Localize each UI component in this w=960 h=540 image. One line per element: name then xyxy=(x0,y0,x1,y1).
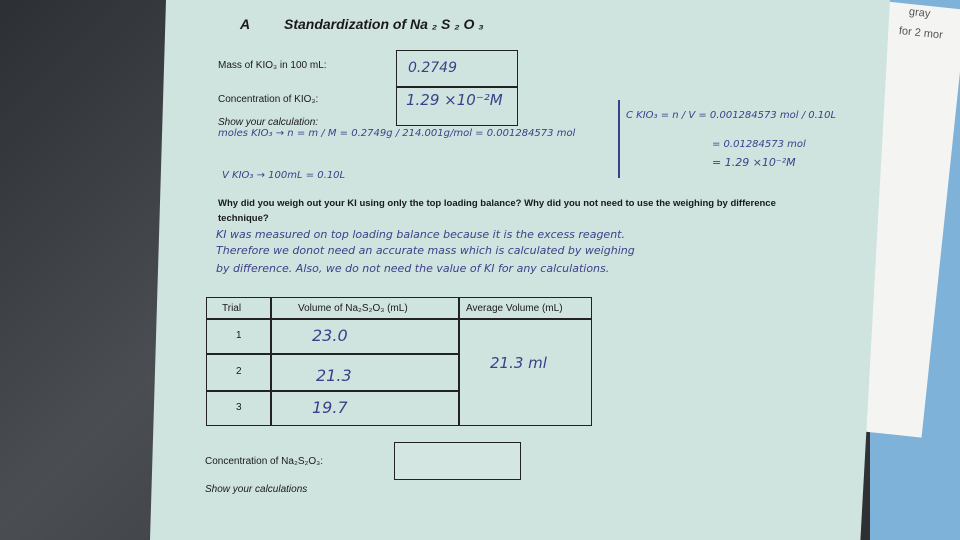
calc-right-1: C KIO₃ = n / V = 0.001284573 mol / 0.10L xyxy=(626,110,837,121)
calc-right-2: = 0.01284573 mol xyxy=(712,139,806,150)
average-volume: 21.3 ml xyxy=(490,354,547,372)
mass-label: Mass of KIO₃ in 100 mL: xyxy=(218,60,327,71)
table-row-divider-2 xyxy=(206,390,458,392)
calc-separator xyxy=(618,100,620,178)
trial-number-1: 1 xyxy=(236,330,242,341)
answer-line-1: KI was measured on top loading balance because it is the excess reagent. xyxy=(216,228,625,241)
question-text: Why did you weigh out your KI using only the top loading balance? Why did you not need to use the weighing by difference technique? xyxy=(218,198,776,224)
volume-trial-2: 21.3 xyxy=(316,366,352,385)
header-average: Average Volume (mL) xyxy=(466,303,563,314)
volume-trial-1: 23.0 xyxy=(312,326,348,345)
trial-number-2: 2 xyxy=(236,366,242,377)
answer-line-3: by difference. Also, we do not need the value of KI for any calculations. xyxy=(216,262,610,275)
mass-value: 0.2749 xyxy=(408,60,457,76)
section-title: Standardization of Na ₂ S ₂ O ₃ xyxy=(284,16,484,32)
background-sheet-text-1: gray xyxy=(908,5,931,21)
final-conc-label: Concentration of Na₂S₂O₃: xyxy=(205,456,324,467)
show-calculations-label: Show your calculations xyxy=(205,484,308,495)
calc-line-1: moles KIO₃ → n = m / M = 0.2749g / 214.001g/mol = 0.001284573 mol xyxy=(218,128,576,139)
section-letter: A xyxy=(240,16,251,32)
answer-line-2: Therefore we donot need an accurate mass which is calculated by weighing xyxy=(216,244,635,257)
conc-value: 1.29 ×10⁻²M xyxy=(406,91,503,109)
calc-line-2: V KIO₃ → 100mL = 0.10L xyxy=(222,170,346,181)
table-col-divider-2 xyxy=(458,297,460,425)
final-conc-box xyxy=(394,442,521,480)
show-calculation-label: Show your calculation: xyxy=(218,117,319,128)
conc-label: Concentration of KIO₃: xyxy=(218,94,319,105)
calc-right-3: = 1.29 ×10⁻²M xyxy=(712,156,796,169)
volume-trial-3: 19.7 xyxy=(312,398,348,417)
header-trial: Trial xyxy=(222,303,242,314)
header-volume: Volume of Na₂S₂O₃ (mL) xyxy=(298,303,408,314)
table-col-divider-1 xyxy=(270,297,272,425)
table-row-divider-1 xyxy=(206,353,458,355)
table-header-divider xyxy=(206,318,592,320)
trial-number-3: 3 xyxy=(236,402,242,413)
mass-conc-divider xyxy=(396,86,517,88)
background-sheet-text-2: for 2 mor xyxy=(898,25,944,42)
